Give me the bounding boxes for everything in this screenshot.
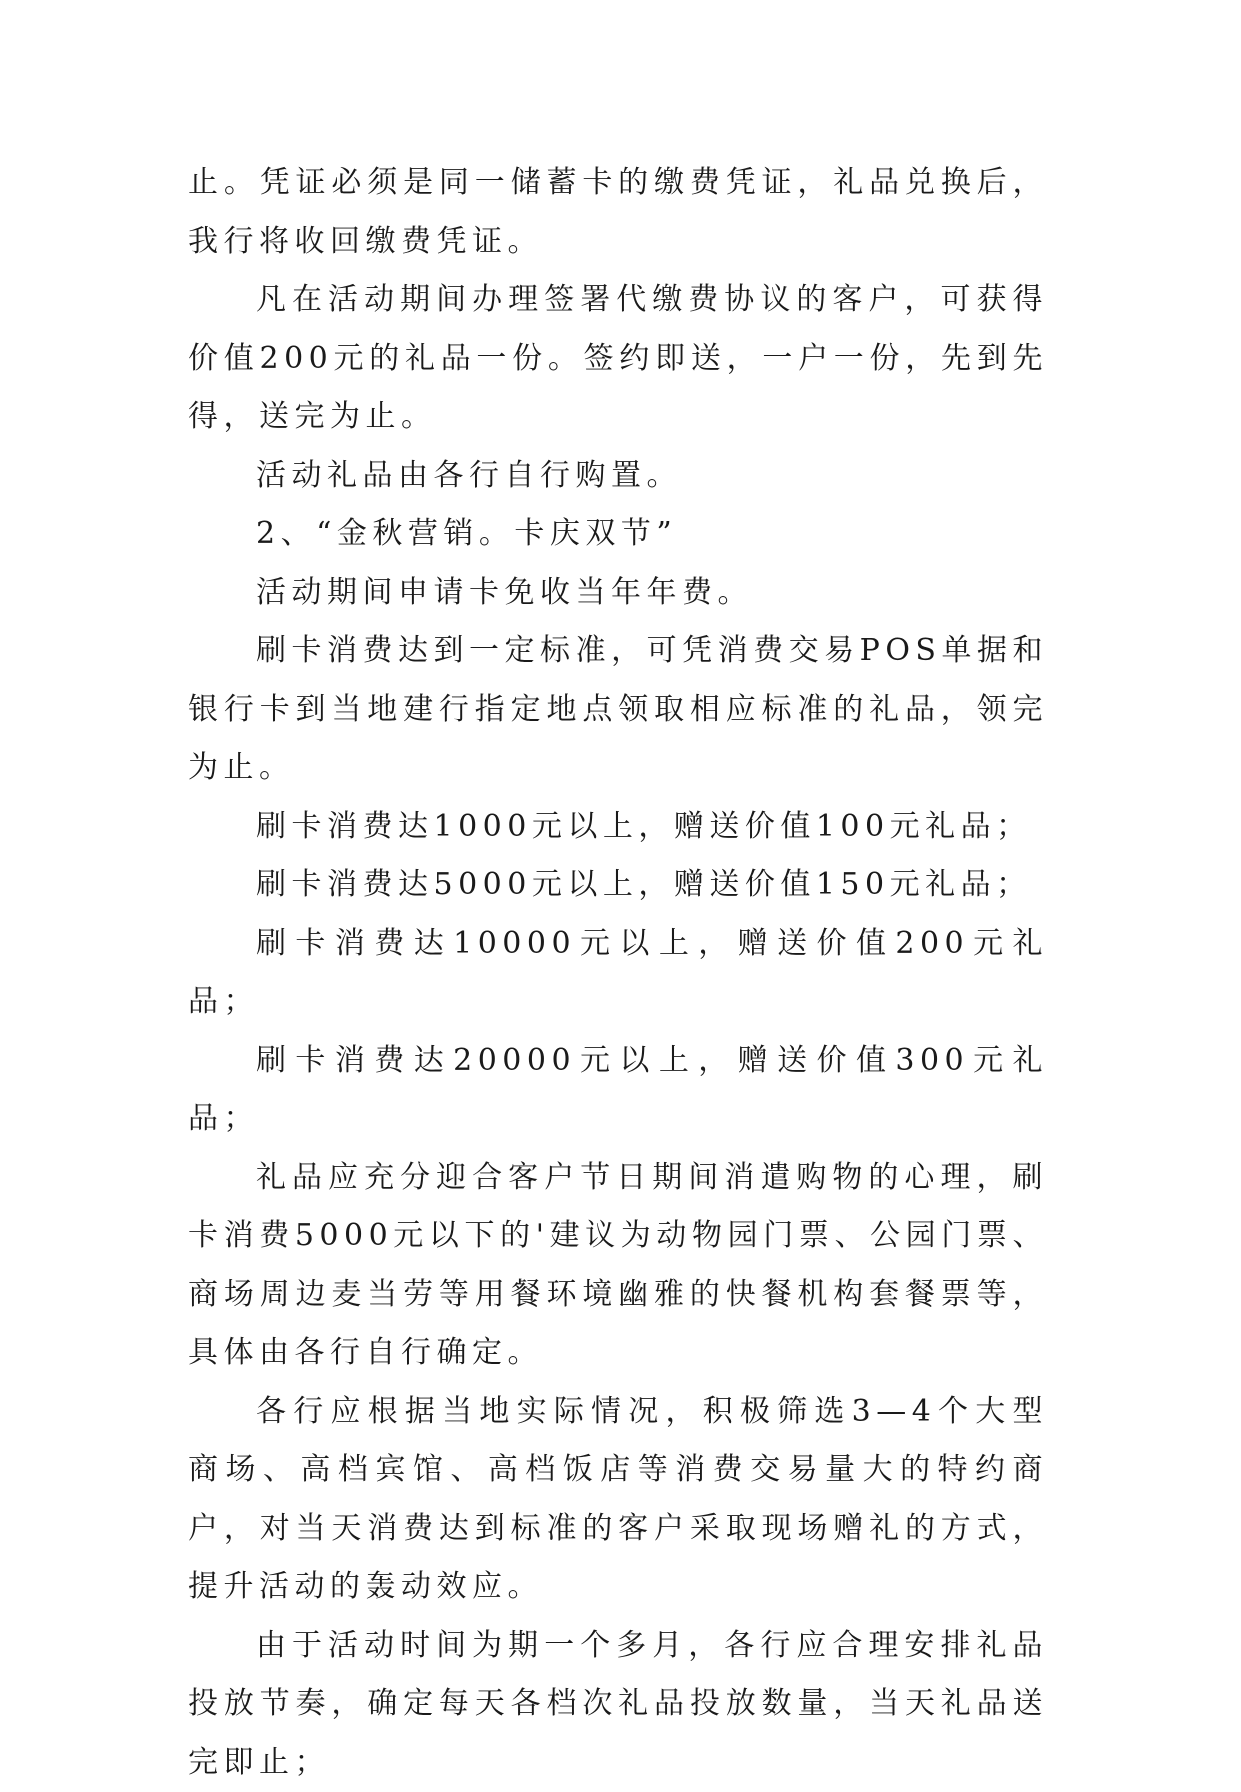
tier-item-20000: 刷卡消费达20000元以上，赠送价值300元礼品； bbox=[188, 1032, 1048, 1149]
paragraph-merchant-selection: 各行应根据当地实际情况，积极筛选3—4个大型商场、高档宾馆、高档饭店等消费交易量大的特约商户，对当天消费达到标准的客户采取现场赠礼的方式，提升活动的轰动效应。 bbox=[188, 1383, 1048, 1617]
paragraph-annual-fee: 活动期间申请卡免收当年年费。 bbox=[188, 564, 1048, 623]
tier-item-5000: 刷卡消费达5000元以上，赠送价值150元礼品； bbox=[188, 856, 1048, 915]
paragraph-gift-suggestions: 礼品应充分迎合客户节日期间消遣购物的心理，刷卡消费5000元以下的'建议为动物园门票、公园门票、商场周边麦当劳等用餐环境幽雅的快餐机构套餐票等，具体由各行自行确定。 bbox=[188, 1149, 1048, 1383]
tier-item-10000: 刷卡消费达10000元以上，赠送价值200元礼品； bbox=[188, 915, 1048, 1032]
section-heading: 2、“金秋营销。卡庆双节” bbox=[188, 505, 1048, 564]
document-body bbox=[188, 154, 1048, 1792]
paragraph-signing-gift: 凡在活动期间办理签署代缴费协议的客户，可获得价值200元的礼品一份。签约即送，一户一份，先到先得，送完为止。 bbox=[188, 271, 1048, 447]
paragraph-gift-purchase: 活动礼品由各行自行购置。 bbox=[188, 447, 1048, 506]
paragraph-gift-pacing: 由于活动时间为期一个多月，各行应合理安排礼品投放节奏，确定每天各档次礼品投放数量，当天礼品送完即止； bbox=[188, 1617, 1048, 1792]
paragraph-continuation: 止。凭证必须是同一储蓄卡的缴费凭证，礼品兑换后，我行将收回缴费凭证。 bbox=[188, 154, 1048, 271]
tier-item-1000: 刷卡消费达1000元以上，赠送价值100元礼品； bbox=[188, 798, 1048, 857]
paragraph-spending-standard: 刷卡消费达到一定标准，可凭消费交易POS单据和银行卡到当地建行指定地点领取相应标准的礼品，领完为止。 bbox=[188, 622, 1048, 798]
